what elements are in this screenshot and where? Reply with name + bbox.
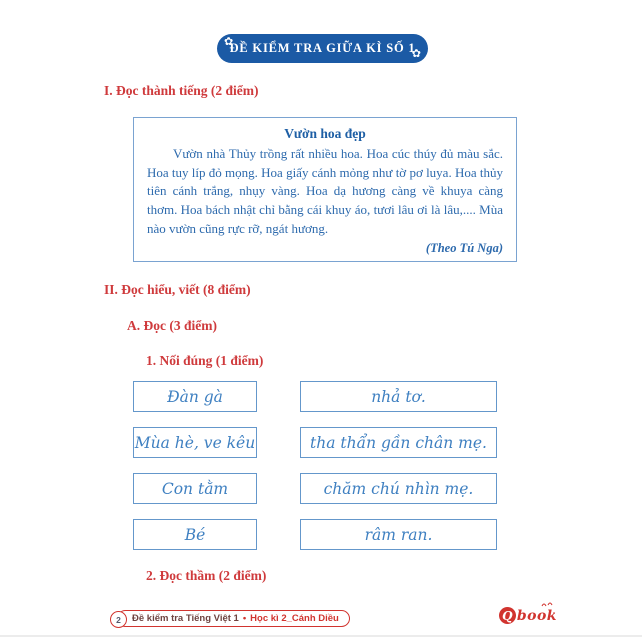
passage-author: (Theo Tú Nga)	[425, 240, 503, 255]
exam-title-banner	[217, 34, 428, 63]
bottom-divider	[0, 635, 642, 637]
section-2a-heading: A. Đọc (3 điểm)	[127, 318, 217, 333]
match-left-box-3: Con tằm	[133, 473, 257, 504]
match-right-box-1: nhả tơ.	[300, 381, 497, 412]
birds-icon	[541, 601, 555, 607]
footer-book-label	[117, 610, 350, 627]
exam-title: ĐỀ KIỂM TRA GIỮA KÌ SỐ 1	[229, 41, 416, 55]
match-left-box-2: Mùa hè, ve kêu	[133, 427, 257, 458]
publisher-logo	[499, 607, 557, 624]
page-number-badge: 2	[110, 611, 127, 628]
passage-body: Vườn nhà Thủy trồng rất nhiều hoa. Hoa cúc thúy đủ màu sắc. Hoa tuy líp đỏ mọng. Hoa giấy cánh mỏng như tờ pơ luya. Hoa thủy tiên cánh trắng, nhụy vàng. Hoa dạ hương càng về khuya càng thơm. Hoa bách nhật chỉ bằng cái khuy áo, tươi lâu ơi là lâu,.... Mùa nào vườn cũng rực rỡ, ngát hương.	[147, 146, 503, 236]
match-right-box-2: tha thẩn gần chân mẹ.	[300, 427, 497, 458]
question-2-heading: 2. Đọc thầm (2 điểm)	[146, 568, 267, 583]
section-1-heading: I. Đọc thành tiếng (2 điểm)	[104, 83, 259, 98]
match-left-box-1: Đàn gà	[133, 381, 257, 412]
flower-icon: ✿	[411, 48, 421, 60]
match-left-box-4: Bé	[133, 519, 257, 550]
logo-wordmark: book	[516, 608, 557, 624]
match-right-box-4: râm ran.	[300, 519, 497, 550]
reading-passage-box	[133, 117, 517, 262]
footer-edition: Học kì 2_Cánh Diều	[250, 613, 339, 624]
passage-title: Vườn hoa đẹp	[284, 126, 366, 141]
footer-separator: •	[242, 613, 247, 624]
footer-book-title: Đề kiểm tra Tiếng Việt 1	[132, 613, 239, 624]
logo-q-icon: Q	[499, 607, 516, 624]
flower-icon: ✿	[224, 36, 234, 48]
section-2-heading: II. Đọc hiểu, viết (8 điểm)	[104, 282, 251, 297]
question-1-heading: 1. Nối đúng (1 điểm)	[146, 353, 264, 368]
page-footer	[0, 607, 642, 635]
match-right-box-3: chăm chú nhìn mẹ.	[300, 473, 497, 504]
